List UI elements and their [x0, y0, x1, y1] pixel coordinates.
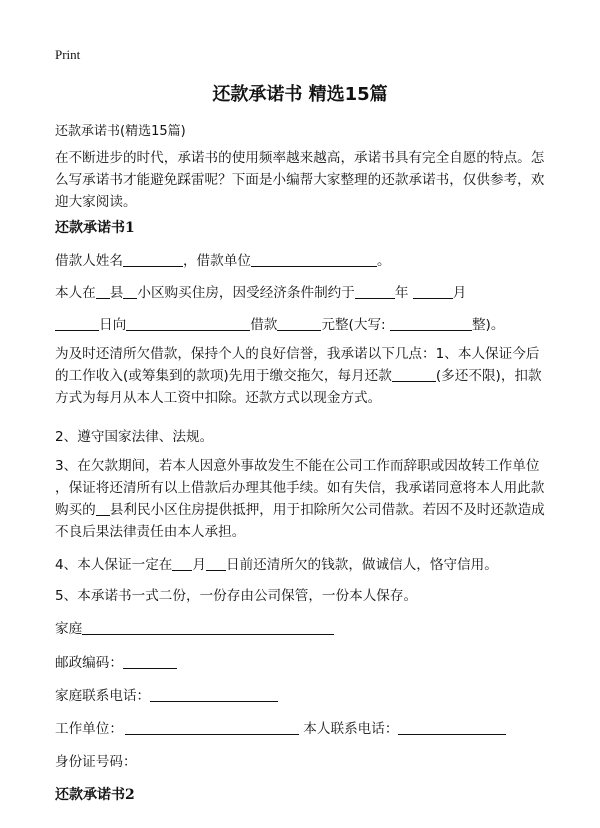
label: 邮政编码：: [55, 655, 123, 671]
date-line: [55, 313, 504, 333]
personal-phone-blank[interactable]: [398, 720, 506, 735]
label: (多还不限)，扣款: [435, 368, 542, 384]
label: 月: [452, 285, 467, 301]
label: 日向: [99, 317, 127, 333]
home-blank[interactable]: [82, 620, 334, 635]
para-line: 方式为每月从本人工资中扣除。还款方式以现金方式。: [55, 390, 382, 406]
para-line: 不良后果法律责任由本人承担。: [55, 524, 246, 540]
intro-line: 迎大家阅读。: [55, 194, 137, 210]
label: 购买的: [55, 502, 96, 518]
section-heading-2: 还款承诺书2: [55, 787, 135, 803]
subtitle: 还款承诺书(精选15篇): [55, 124, 186, 139]
item-3: [55, 455, 555, 543]
label: ，借款单位: [182, 253, 251, 269]
para-line: [55, 499, 555, 521]
label: 借款人姓名: [55, 253, 123, 269]
para-line: 3、在欠款期间，若本人因意外事故发生不能在公司工作而辞职或因故转工作单位: [55, 458, 540, 474]
blank-field: [413, 284, 453, 299]
label: 月: [192, 557, 206, 573]
label: 小区购买住房，因受经济条件制约于: [137, 285, 355, 301]
para-line: [55, 365, 555, 387]
intro-line: 么写承诺书才能避免踩雷呢？下面是小编帮大家整理的还款承诺书，仅供参考，欢: [55, 172, 545, 188]
print-label: Print: [55, 47, 81, 62]
blank-field: [355, 284, 395, 299]
label: 。: [376, 253, 391, 269]
label: 家庭: [55, 621, 83, 637]
id-number-field: 身份证号码：: [55, 754, 137, 770]
work-unit-blank[interactable]: [125, 720, 299, 735]
blank-field: [123, 284, 137, 299]
item-4: [55, 553, 498, 573]
section-heading-1: 还款承诺书1: [55, 220, 135, 236]
borrower-line: [55, 249, 391, 269]
commitment-paragraph: [55, 343, 555, 409]
home-phone-field: [55, 684, 278, 704]
blank-field: [123, 252, 183, 267]
blank-field: [392, 367, 436, 382]
label: 县: [109, 285, 124, 301]
blank-field: [126, 316, 250, 331]
label: 元整(大写:: [321, 317, 386, 333]
home-field: [55, 617, 334, 637]
label: 年: [394, 285, 409, 301]
blank-field: [206, 556, 226, 571]
para-line: ，保证将还清所有以上借款后办理其他手续。如有失信，我承诺同意将本人用此款: [55, 480, 545, 496]
item-2: 2、遵守国家法律、法规。: [55, 429, 214, 445]
blank-field: [96, 284, 110, 299]
label: 家庭联系电话：: [55, 688, 151, 704]
blank-field: [251, 252, 377, 267]
postcode-field: [55, 651, 177, 671]
label: 4、本人保证一定在: [55, 557, 173, 573]
work-unit-field: [55, 717, 506, 737]
intro-paragraph: [55, 147, 555, 213]
item-5: 5、本承诺书一式二份，一份存由公司保管，一份本人保存。: [55, 588, 418, 604]
blank-field: [55, 316, 99, 331]
intro-line: 在不断进步的时代，承诺书的使用频率越来越高，承诺书具有完全自愿的特点。怎: [55, 150, 545, 166]
label: 借款: [250, 317, 278, 333]
label: 工作单位：: [55, 721, 123, 737]
label: 县利民小区住房提供抵押，用于扣除所欠公司借款。若因不及时还款造成: [109, 502, 545, 518]
postcode-blank[interactable]: [123, 654, 177, 669]
para-line: 为及时还清所欠借款，保持个人的良好信誉，我承诺以下几点：1、本人保证今后: [55, 346, 540, 362]
label: 的工作收入(或筹集到的款项)先用于缴交拖欠，每月还款: [55, 368, 392, 384]
blank-field: [172, 556, 192, 571]
house-line: [55, 281, 466, 301]
blank-field: [277, 316, 321, 331]
blank-field: [390, 316, 472, 331]
label: 日前还清所欠的钱款，做诚信人，恪守信用。: [226, 557, 498, 573]
label: 本人联系电话：: [303, 721, 399, 737]
page-title: 还款承诺书 精选15篇: [212, 84, 388, 105]
home-phone-blank[interactable]: [150, 687, 278, 702]
label: 整)。: [471, 317, 505, 333]
blank-field: [96, 501, 110, 516]
label: 本人在: [55, 285, 96, 301]
